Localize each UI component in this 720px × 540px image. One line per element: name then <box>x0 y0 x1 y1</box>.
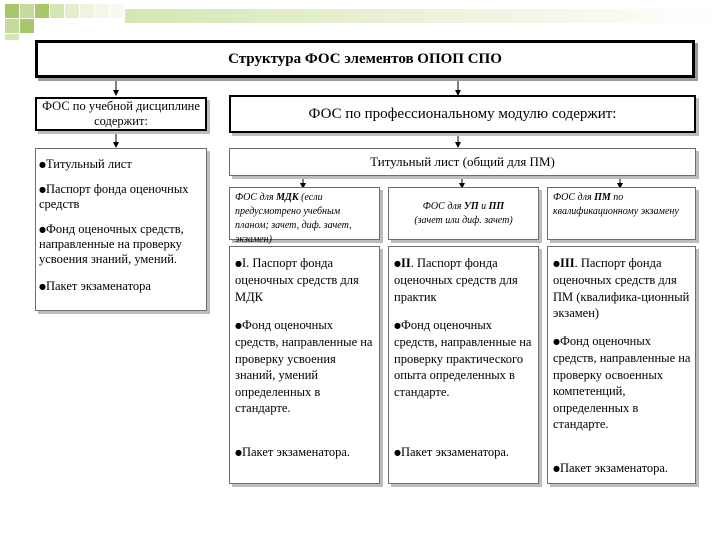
practice-fund: ●Фонд оценочных средств, направленные на проверку практического опыта определенных в стандарте. <box>394 318 532 399</box>
title-sheet-label: Титульный лист (общий для ПМ) <box>370 154 555 169</box>
diagram-title: Структура ФОС элементов ОПОП СПО <box>228 50 502 67</box>
mdk-packet: ●Пакет экзаменатора. <box>235 445 351 459</box>
mdk-head-box <box>229 187 380 245</box>
diagram-title-box <box>35 40 695 78</box>
mdk-passport: ●I. Паспорт фонда оценочных средств для МДК <box>235 256 359 304</box>
pm-head: ФОС для ПМ по квалификационному экзамену <box>553 192 679 217</box>
discipline-header-box <box>35 97 207 131</box>
mdk-body-box <box>229 246 380 484</box>
practice-head: ФОС для УП и ПП (зачет или диф. зачет) <box>414 200 513 226</box>
practice-head-box <box>388 187 539 240</box>
practice-packet: ●Пакет экзаменатора. <box>394 445 510 459</box>
list-item: ●Титульный лист <box>39 157 132 171</box>
pm-body-box <box>547 246 696 484</box>
list-item: ●Фонд оценочных средств, направленные на проверку усвоения знаний, умений. <box>39 222 184 266</box>
module-header: ФОС по профессиональному модулю содержит: <box>308 105 617 122</box>
mdk-fund: ●Фонд оценочных средств, направленные на проверку усвоения знаний, умений определенных в стандарте. <box>235 318 373 416</box>
list-item: ●Паспорт фонда оценочных средств <box>39 182 189 211</box>
pm-packet: ●Пакет экзаменатора. <box>553 461 669 475</box>
module-header-box <box>229 95 696 133</box>
discipline-contents-box <box>35 148 207 311</box>
title-sheet-box <box>229 148 696 176</box>
pm-head-box <box>547 187 696 240</box>
discipline-header: ФОС по учебной дисциплине содержит: <box>42 99 200 128</box>
list-item: ●Пакет экзаменатора <box>39 279 151 293</box>
practice-passport: ●II. Паспорт фонда оценочных средств для практик <box>394 256 518 304</box>
pm-fund: ●Фонд оценочных средств, направленные на проверку освоенных компетенций, определенных в стандарте. <box>553 334 691 432</box>
pm-passport: ●III. Паспорт фонда оценочных средств для ПМ (квалифика-ционный экзамен) <box>553 256 690 321</box>
mdk-head: ФОС для МДК (если предусмотрено учебным планом; зачет, диф. зачет, экзамен) <box>235 192 352 245</box>
practice-body-box <box>388 246 539 484</box>
